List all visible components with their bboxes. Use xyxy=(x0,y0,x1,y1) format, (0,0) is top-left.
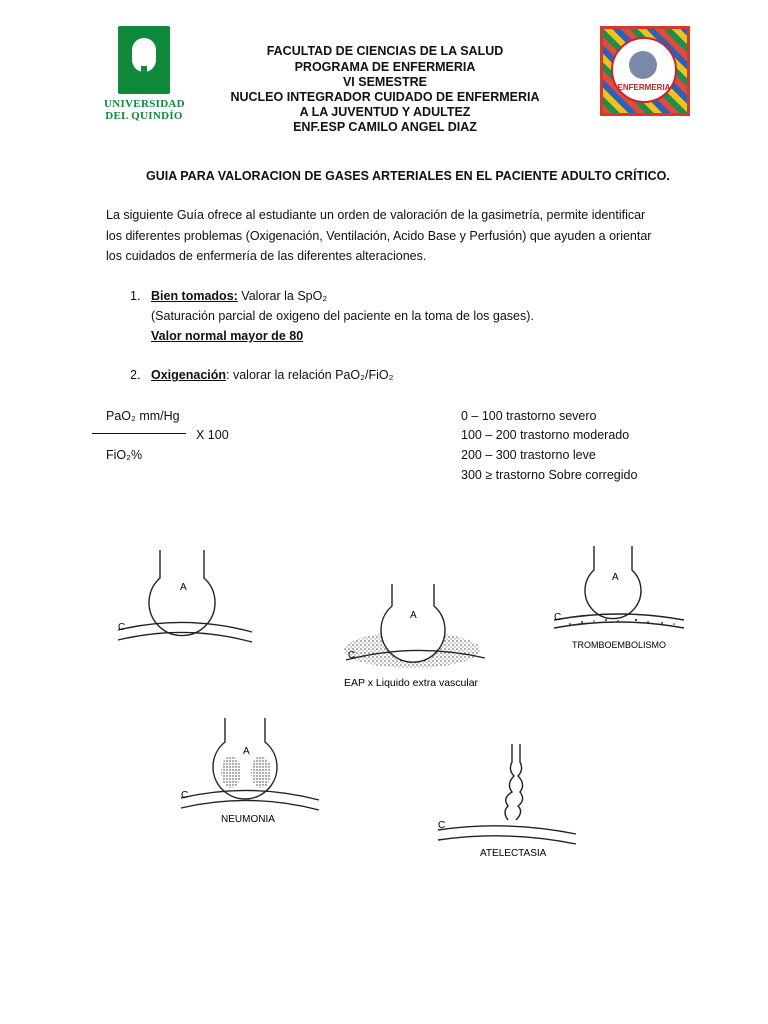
item2-line xyxy=(151,368,393,382)
university-logo-mark xyxy=(118,26,170,94)
item1-line xyxy=(151,289,327,303)
eap-caption: EAP x Liquido extra vascular xyxy=(344,677,479,689)
figure-eap xyxy=(340,580,490,695)
formula-numerator: PaO₂ mm/Hg xyxy=(106,409,180,423)
capillary-label: C xyxy=(181,790,189,801)
item1-sub: (Saturación parcial de oxigeno del paciente en la toma de los gases). xyxy=(151,309,534,323)
neumonia-caption: NEUMONIA xyxy=(221,814,275,825)
document-title: GUIA PARA VALORACION DE GASES ARTERIALES EN EL PACIENTE ADULTO CRÍTICO. xyxy=(146,169,670,183)
range-mild: 200 – 300 trastorno leve xyxy=(461,448,596,462)
alveolus-label: A xyxy=(410,610,417,621)
nursing-program-logo xyxy=(600,26,690,116)
item2-label: Oxigenación xyxy=(151,368,227,382)
alveolus-label: A xyxy=(243,746,250,757)
item1-text: Valorar la SpO₂ xyxy=(237,289,328,303)
capillary-label: C xyxy=(348,650,356,661)
item2-text: : valorar la relación PaO₂/FiO₂ xyxy=(226,368,394,382)
item1-label: Bien tomados: xyxy=(151,289,238,303)
item1-normal-value: Valor normal mayor de 80 xyxy=(151,329,304,343)
intro-line-1: La siguiente Guía ofrece al estudiante un orden de valoración de la gasimetría, permite identificar xyxy=(106,208,646,222)
figure-tromboembolismo xyxy=(548,540,690,652)
capillary-label: C xyxy=(118,622,126,633)
seal-icon xyxy=(611,37,677,103)
header-nucleus: NUCLEO INTEGRADOR CUIDADO DE ENFERMERIA xyxy=(230,90,540,104)
header-professor: ENF.ESP CAMILO ANGEL DIAZ xyxy=(293,120,477,134)
header-faculty: FACULTAD DE CIENCIAS DE LA SALUD xyxy=(266,44,504,58)
item1-number: 1. xyxy=(130,289,141,303)
trombo-caption: TROMBOEMBOLISMO xyxy=(572,640,667,650)
alveolus-label: A xyxy=(180,582,187,593)
university-logo xyxy=(104,26,185,126)
range-severe: 0 – 100 trastorno severo xyxy=(461,409,597,423)
header-semester: VI SEMESTRE xyxy=(342,75,428,89)
formula-multiplier: X 100 xyxy=(196,428,229,442)
figure-neumonia xyxy=(175,712,325,827)
range-overcorrected: 300 ≥ trastorno Sobre corregido xyxy=(461,468,638,482)
capillary-label: C xyxy=(438,820,446,831)
figure-atelectasia xyxy=(432,740,582,862)
university-name-line2: DEL QUINDÍO xyxy=(105,110,183,122)
header-stage: A LA JUVENTUD Y ADULTEZ xyxy=(299,105,471,119)
item2-number: 2. xyxy=(130,368,141,382)
capillary-label: C xyxy=(554,612,562,623)
header-program: PROGRAMA DE ENFERMERIA xyxy=(294,60,476,74)
intro-line-3: los cuidados de enfermería de las diferentes alteraciones. xyxy=(106,249,427,263)
atelectasia-caption: ATELECTASIA xyxy=(480,848,547,859)
program-logo-text: ENFERMERIA xyxy=(617,83,671,92)
fraction-bar xyxy=(92,433,186,434)
university-name-line1: UNIVERSIDAD xyxy=(104,98,185,110)
range-moderate: 100 – 200 trastorno moderado xyxy=(461,428,630,442)
intro-line-2: los diferentes problemas (Oxigenación, Ventilación, Acido Base y Perfusión) que ayuden a orientar xyxy=(106,229,652,243)
alveolus-label: A xyxy=(612,572,619,583)
formula-denominator: FiO₂% xyxy=(106,448,143,462)
figure-normal xyxy=(110,540,260,652)
